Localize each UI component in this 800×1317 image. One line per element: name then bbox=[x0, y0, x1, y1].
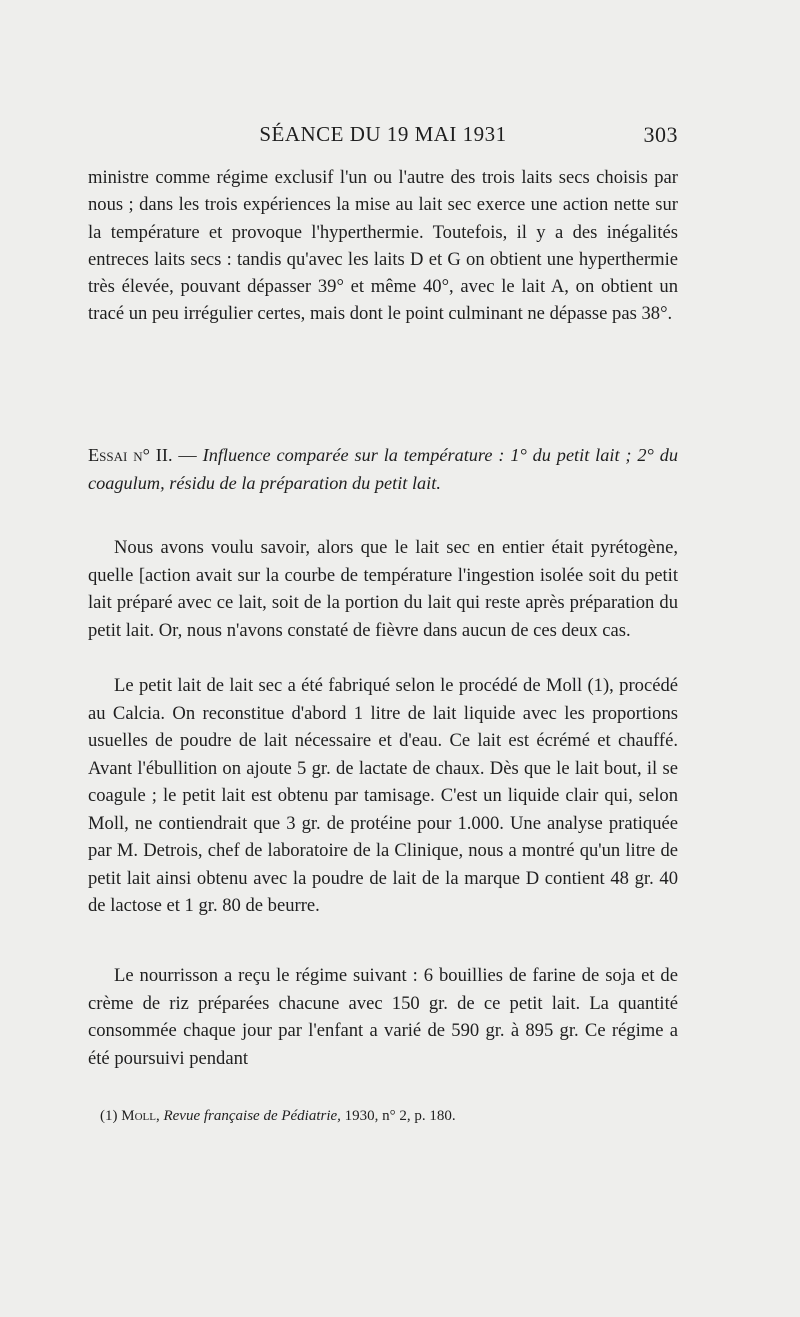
paragraph-4: Le nourrisson a reçu le régime suivant : 6 bouillies de farine de soja et de crème de riz préparées chacune avec 150 gr. de ce petit lait. La quantité consommée chaque jour par l'enfant a varié de 590 gr. à 895 gr. Ce régime a été poursuivi pendant bbox=[88, 965, 678, 1069]
footnote-source: Revue française de Pédiatrie, bbox=[163, 1108, 341, 1124]
page-header bbox=[88, 122, 678, 152]
essai-heading bbox=[88, 441, 678, 497]
footnote bbox=[100, 1106, 660, 1126]
page-number: 303 bbox=[643, 122, 678, 147]
paragraph-3: Le petit lait de lait sec a été fabriqué selon le procédé de Moll (1), procédé au Calcia. On reconstitue d'abord 1 litre de lait liquide avec les proportions usuelles de poudre de lait nécessaire et d'eau. Ce lait est écrémé et chauffé. Avant l'ébullition on ajoute 5 gr. de lactate de chaux. Dès que le lait bout, il se coagule ; le petit lait est obtenu par tamisage. C'est un liquide clair qui, selon Moll, ne contiendrait que 3 gr. de protéine pour 1.000. Une analyse pratiquée par M. Detrois, chef de laboratoire de la Clinique, nous a montré qu'un litre de petit lait ainsi obtenu avec la poudre de lait de la marque D contient 48 gr. 40 de lactose et 1 gr. 80 de beurre. bbox=[88, 675, 678, 916]
footnote-details: 1930, n° 2, p. 180. bbox=[344, 1108, 456, 1124]
footnote-author: Moll, bbox=[121, 1108, 160, 1124]
footnote-marker: (1) bbox=[100, 1108, 118, 1124]
paragraph-1: ministre comme régime exclusif l'un ou l'autre des trois laits secs choisis par nous ; dans les trois expériences la mise au lait sec exerce une action nette sur la température et provoque l'hyperthermie. Toutefois, il y a des inégalités entreces laits secs : tandis qu'avec les laits D et G on obtient une hyperthermie très élevée, pouvant dépasser 39° et même 40°, avec le lait A, on obtient un tracé un peu irrégulier certes, mais dont le point culminant ne dépasse pas 38°. bbox=[88, 167, 678, 325]
essai-label: Essai n° II. — bbox=[88, 445, 197, 465]
paragraph-2: Nous avons voulu savoir, alors que le lait sec en entier était pyrétogène, quelle [action avait sur la courbe de température l'ingestion isolée soit du petit lait préparé avec ce lait, soit de la portion du lait qui reste après préparation du petit lait. Or, nous n'avons constaté de fièvre dans aucun de ces deux cas. bbox=[88, 537, 678, 641]
essai-title: Influence comparée sur la température : 1° du petit lait ; 2° du coagulum, résidu de la préparation du petit lait. bbox=[88, 445, 679, 493]
running-title: SÉANCE DU 19 MAI 1931 bbox=[259, 122, 507, 146]
